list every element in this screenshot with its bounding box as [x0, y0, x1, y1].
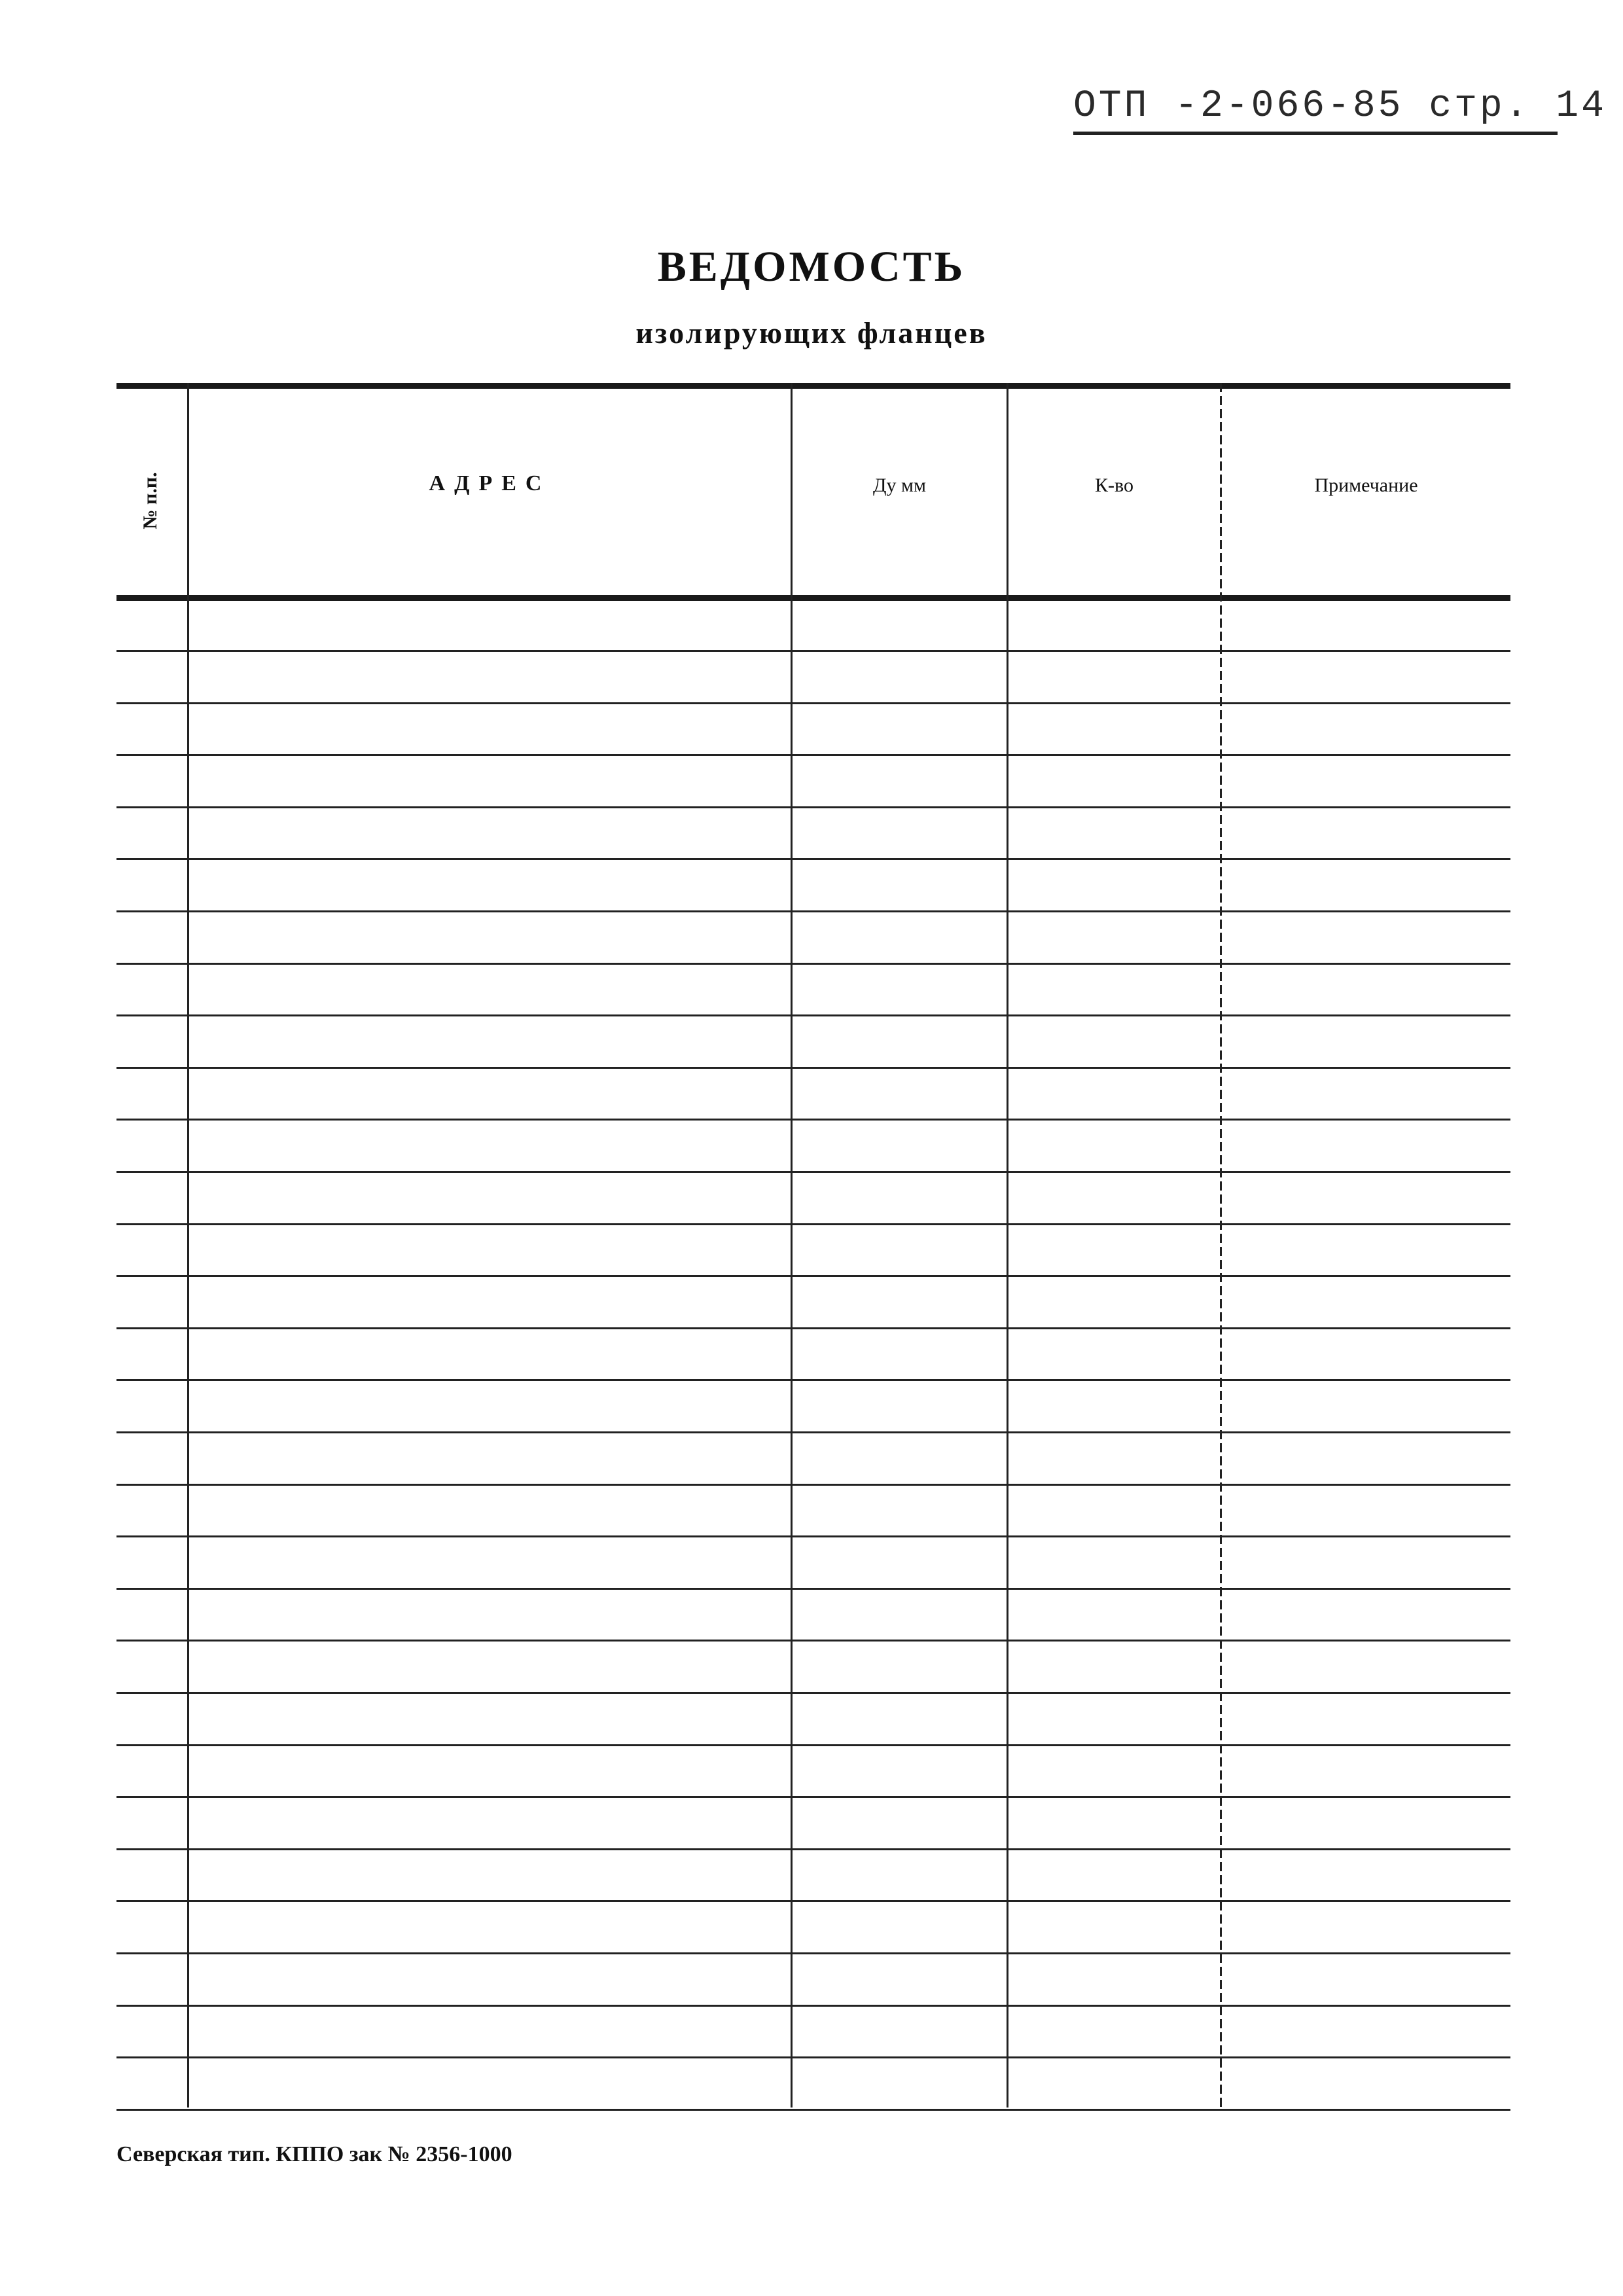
column-header-note: Примечание: [1314, 475, 1418, 496]
flanges-table: [116, 383, 1510, 2108]
table-row-line: [116, 2056, 1510, 2058]
table-row-line: [116, 1223, 1510, 1225]
table-row-line: [116, 858, 1510, 860]
document-title: ВЕДОМОСТЬ: [657, 243, 966, 291]
table-row-line: [116, 1431, 1510, 1433]
table-row-line: [116, 1014, 1510, 1016]
table-row-line: [116, 910, 1510, 912]
table-row-line: [116, 1067, 1510, 1069]
table-row-line: [116, 1171, 1510, 1173]
table-row-line: [116, 2109, 1510, 2111]
column-header-address: АДРЕС: [429, 471, 551, 495]
table-row-line: [116, 754, 1510, 756]
table-top-rule: [116, 383, 1510, 389]
table-row-line: [116, 1588, 1510, 1590]
table-row-line: [116, 1744, 1510, 1746]
column-header-diameter: Ду мм: [873, 475, 926, 496]
table-row-line: [116, 1484, 1510, 1486]
header-reference: ОТП -2-066-85 стр. 14: [1073, 85, 1558, 135]
table-row-line: [116, 1119, 1510, 1121]
document-subtitle: изолирующих фланцев: [635, 316, 988, 350]
table-row-line: [116, 1327, 1510, 1329]
column-header-quantity: К-во: [1095, 475, 1133, 496]
table-row-line: [116, 650, 1510, 652]
table-row-line: [116, 1535, 1510, 1537]
table-row-line: [116, 963, 1510, 965]
table-row-line: [116, 1900, 1510, 1902]
table-row-line: [116, 1379, 1510, 1381]
table-row-line: [116, 2005, 1510, 2007]
column-header-number: № п.п.: [139, 472, 161, 529]
table-row-line: [116, 1796, 1510, 1798]
table-row-line: [116, 1848, 1510, 1850]
table-row-line: [116, 702, 1510, 704]
table-row-line: [116, 1275, 1510, 1277]
table-row-line: [116, 806, 1510, 808]
printer-footer: Северская тип. КППО зак № 2356-1000: [116, 2142, 512, 2166]
table-row-line: [116, 1640, 1510, 1641]
table-header-rule: [116, 595, 1510, 601]
table-row-line: [116, 1692, 1510, 1694]
table-row-line: [116, 1952, 1510, 1954]
